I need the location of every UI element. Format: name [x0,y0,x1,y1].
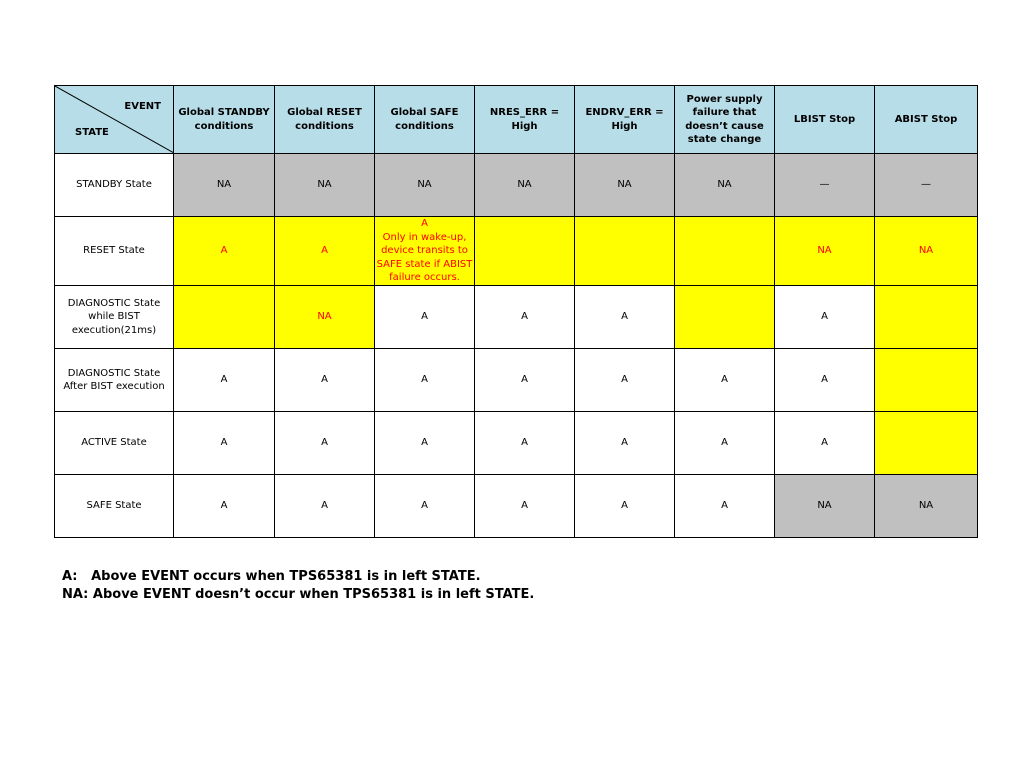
table-cell: A [174,217,275,286]
table-cell: NA [174,154,275,217]
column-header: Global SAFE conditions [375,86,475,154]
column-header: Power supply failure that doesn’t cause state change [675,86,775,154]
corner-cell [55,86,174,154]
table-cell: A [775,412,875,475]
table-row [55,475,978,538]
table-cell: A [375,412,475,475]
table-cell: A [275,217,375,286]
table-cell: A [675,475,775,538]
column-header: Global STANDBY conditions [174,86,275,154]
table-cell: A [675,412,775,475]
table-cell: A [174,412,275,475]
table-cell: A [575,349,675,412]
table-row [55,412,978,475]
table-cell [875,412,978,475]
table-cell: A [174,475,275,538]
table-cell: A [575,412,675,475]
table-cell: NA [275,154,375,217]
table-cell [875,349,978,412]
table-cell: — [775,154,875,217]
table-cell: A [375,286,475,349]
row-state-label: SAFE State [55,475,174,538]
table-cell [575,217,675,286]
table-cell: A [375,475,475,538]
table-cell [174,286,275,349]
table-cell: A [275,412,375,475]
column-header: Global RESET conditions [275,86,375,154]
column-header: ABIST Stop [875,86,978,154]
table-cell: A [475,412,575,475]
table-row [55,154,978,217]
header-row [55,86,978,154]
table-cell: A [775,286,875,349]
table-cell: NA [375,154,475,217]
table-cell: A [475,475,575,538]
table-cell: A [375,349,475,412]
table-cell: A [575,475,675,538]
table-cell [675,217,775,286]
table-row [55,349,978,412]
table-cell: NA [475,154,575,217]
table-row [55,286,978,349]
table-cell: NA [275,286,375,349]
table-cell [875,286,978,349]
row-state-label: RESET State [55,217,174,286]
state-label: STATE [75,126,109,138]
row-state-label: STANDBY State [55,154,174,217]
row-state-label: DIAGNOSTIC State while BIST execution(21ms) [55,286,174,349]
diagonal-line [55,86,174,153]
legend [62,568,534,604]
table-cell: NA [875,217,978,286]
column-header: NRES_ERR = High [475,86,575,154]
table-cell: A [475,286,575,349]
row-state-label: ACTIVE State [55,412,174,475]
table-cell: NA [775,475,875,538]
row-state-label: DIAGNOSTIC State After BIST execution [55,349,174,412]
event-label: EVENT [124,101,161,112]
table-cell: NA [875,475,978,538]
table-cell: NA [575,154,675,217]
table-cell [675,286,775,349]
table-cell [475,217,575,286]
legend-na: NA: Above EVENT doesn’t occur when TPS65381 is in left STATE. [62,587,535,602]
state-event-table [54,85,978,538]
table-cell: A [475,349,575,412]
table-row [55,217,978,286]
table-cell: — [875,154,978,217]
table-cell: A [275,349,375,412]
table-cell: A [775,349,875,412]
table-cell: NA [675,154,775,217]
table-cell: A Only in wake-up, device transits to SAFE state if ABIST failure occurs. [375,217,475,286]
legend-a: A: Above EVENT occurs when TPS65381 is in left STATE. [62,569,481,584]
table-cell: A [174,349,275,412]
table-cell: A [275,475,375,538]
table-cell: A [575,286,675,349]
table-cell: A [675,349,775,412]
column-header: ENDRV_ERR = High [575,86,675,154]
table-cell: NA [775,217,875,286]
column-header: LBIST Stop [775,86,875,154]
